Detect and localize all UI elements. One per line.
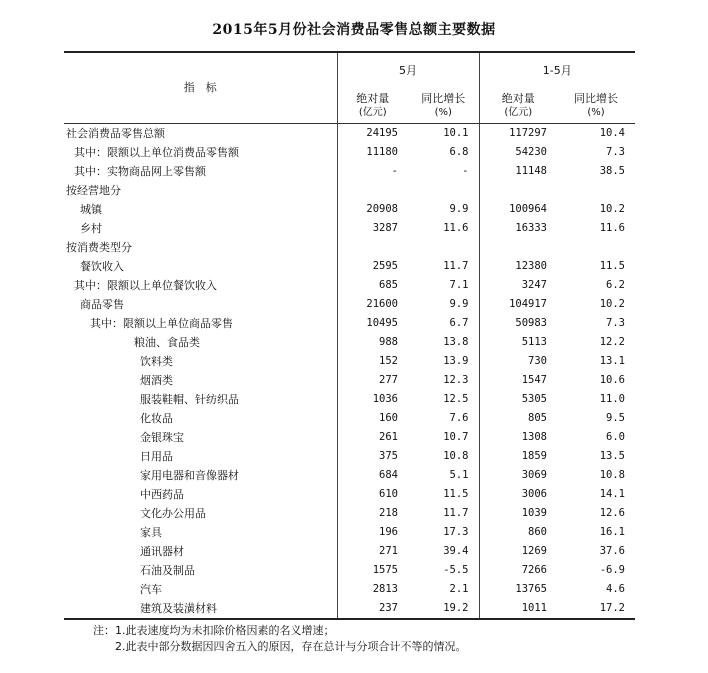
row-label: 文化办公用品 — [140, 507, 206, 520]
row-label: 其中：实物商品网上零售额 — [74, 165, 206, 178]
table-row — [64, 504, 635, 523]
cell-ytd-yoy: 10.2 — [599, 203, 625, 215]
absolute-unit: (亿元) — [358, 107, 387, 118]
cell-may-abs: 685 — [337, 276, 408, 295]
header-period-jan-may: 1-5月 — [479, 52, 635, 89]
cell-may-abs: 261 — [337, 428, 408, 447]
cell-may-yoy: 11.6 — [443, 222, 469, 234]
header-may-absolute — [337, 89, 408, 124]
cell-may-abs: 2813 — [337, 580, 408, 599]
table-row — [64, 447, 635, 466]
cell-ytd-abs: 1547 — [479, 371, 557, 390]
cell-may-yoy: 11.7 — [443, 507, 469, 519]
cell-may-yoy: -5.5 — [443, 564, 469, 576]
cell-may-abs: - — [337, 162, 408, 181]
cell-ytd-yoy: 10.4 — [599, 127, 625, 139]
cell-may-abs: 218 — [337, 504, 408, 523]
cell-ytd-yoy: 11.6 — [599, 222, 625, 234]
cell-may-abs: 10495 — [337, 314, 408, 333]
footnote-lead: 注： — [93, 624, 115, 637]
row-label: 社会消费品零售总额 — [66, 127, 165, 140]
cell-ytd-abs: 1859 — [479, 447, 557, 466]
cell-ytd-abs: 54230 — [479, 143, 557, 162]
table-row — [64, 371, 635, 390]
table-row — [64, 200, 635, 219]
table-row — [64, 390, 635, 409]
cell-may-yoy: 13.8 — [443, 336, 469, 348]
cell-may-abs: 1575 — [337, 561, 408, 580]
row-label: 城镇 — [80, 203, 102, 216]
table-row — [64, 295, 635, 314]
cell-may-abs: 11180 — [337, 143, 408, 162]
row-label: 乡村 — [80, 222, 102, 235]
cell-ytd-abs: 1269 — [479, 542, 557, 561]
cell-ytd-yoy: 17.2 — [557, 599, 635, 619]
table-row — [64, 409, 635, 428]
table-row — [64, 542, 635, 561]
cell-ytd-yoy: 6.2 — [606, 279, 625, 291]
cell-ytd-abs: 50983 — [479, 314, 557, 333]
cell-may-yoy: 7.1 — [449, 279, 469, 291]
table-row — [64, 428, 635, 447]
cell-ytd-yoy: 38.5 — [599, 165, 625, 177]
header-may-growth — [408, 89, 479, 124]
cell-ytd-abs: 1039 — [479, 504, 557, 523]
cell-may-yoy: - — [462, 165, 469, 177]
cell-ytd-yoy: 7.3 — [606, 317, 625, 329]
cell-may-yoy: 12.3 — [443, 374, 469, 386]
row-label: 其中：限额以上单位商品零售 — [90, 317, 233, 330]
table-row — [64, 523, 635, 542]
row-label: 金银珠宝 — [140, 431, 184, 444]
growth-unit: (%) — [434, 107, 452, 118]
cell-ytd-abs: 1011 — [479, 599, 557, 619]
row-label: 烟酒类 — [140, 374, 173, 387]
cell-may-yoy: 7.6 — [449, 412, 469, 424]
row-label: 日用品 — [140, 450, 173, 463]
cell-may-abs: 988 — [337, 333, 408, 352]
cell-may-abs: 610 — [337, 485, 408, 504]
cell-may-yoy: 10.8 — [443, 450, 469, 462]
cell-may-abs: 375 — [337, 447, 408, 466]
table-row — [64, 599, 635, 619]
cell-ytd-yoy: 12.2 — [599, 336, 625, 348]
cell-ytd-abs: 730 — [479, 352, 557, 371]
absolute-label: 绝对量 — [501, 92, 535, 105]
table-row — [64, 485, 635, 504]
cell-ytd-yoy: 13.5 — [599, 450, 625, 462]
growth-unit: (%) — [587, 107, 605, 118]
cell-may-yoy: 10.7 — [443, 431, 469, 443]
cell-may-abs: 1036 — [337, 390, 408, 409]
footnote-2 — [93, 639, 467, 655]
table-body — [64, 124, 635, 620]
cell-ytd-yoy: 16.1 — [599, 526, 625, 538]
cell-may-yoy — [408, 181, 479, 200]
row-label: 其中：限额以上单位消费品零售额 — [74, 146, 239, 159]
cell-may-abs: 21600 — [337, 295, 408, 314]
cell-may-abs: 196 — [337, 523, 408, 542]
row-label: 餐饮收入 — [80, 260, 124, 273]
row-label: 汽车 — [140, 583, 162, 596]
header-period-may: 5月 — [337, 52, 479, 89]
cell-ytd-yoy: 7.3 — [606, 146, 625, 158]
footnote-text: 1.此表速度均为未扣除价格因素的名义增速； — [115, 624, 335, 637]
cell-may-yoy: 5.1 — [449, 469, 469, 481]
cell-ytd-abs — [479, 181, 557, 200]
cell-may-yoy: 39.4 — [443, 545, 469, 557]
cell-ytd-abs: 5113 — [479, 333, 557, 352]
cell-may-abs: 271 — [337, 542, 408, 561]
cell-ytd-yoy: 13.1 — [599, 355, 625, 367]
cell-ytd-abs: 104917 — [479, 295, 557, 314]
table-row — [64, 352, 635, 371]
table-row — [64, 124, 635, 144]
cell-ytd-abs: 100964 — [479, 200, 557, 219]
cell-ytd-abs: 117297 — [479, 124, 557, 144]
cell-ytd-yoy: 10.6 — [599, 374, 625, 386]
row-label: 按消费类型分 — [66, 241, 132, 254]
cell-ytd-abs: 3006 — [479, 485, 557, 504]
table-row — [64, 276, 635, 295]
cell-ytd-abs: 7266 — [479, 561, 557, 580]
cell-ytd-abs: 5305 — [479, 390, 557, 409]
table-row — [64, 143, 635, 162]
table-row — [64, 580, 635, 599]
cell-ytd-yoy — [557, 238, 635, 257]
cell-ytd-yoy: 11.5 — [599, 260, 625, 272]
cell-ytd-abs: 1308 — [479, 428, 557, 447]
footnotes — [93, 623, 467, 655]
cell-may-abs: 237 — [337, 599, 408, 619]
cell-ytd-abs: 11148 — [479, 162, 557, 181]
cell-ytd-abs: 16333 — [479, 219, 557, 238]
row-label: 服装鞋帽、针纺织品 — [140, 393, 239, 406]
cell-ytd-yoy: 4.6 — [606, 583, 625, 595]
cell-ytd-abs: 3247 — [479, 276, 557, 295]
cell-may-abs: 20908 — [337, 200, 408, 219]
cell-may-abs: 24195 — [337, 124, 408, 144]
cell-may-abs: 3287 — [337, 219, 408, 238]
cell-may-abs: 2595 — [337, 257, 408, 276]
row-label: 粮油、食品类 — [134, 336, 200, 349]
footnote-text: 2.此表中部分数据因四舍五入的原因，存在总计与分项合计不等的情况。 — [115, 640, 467, 653]
cell-may-abs: 684 — [337, 466, 408, 485]
cell-may-yoy: 9.9 — [449, 203, 469, 215]
row-label: 商品零售 — [80, 298, 124, 311]
table-row — [64, 238, 635, 257]
cell-may-yoy: 6.7 — [449, 317, 469, 329]
cell-may-yoy: 13.9 — [443, 355, 469, 367]
table-row — [64, 314, 635, 333]
row-label: 饮料类 — [140, 355, 173, 368]
cell-may-abs: 160 — [337, 409, 408, 428]
cell-ytd-abs: 3069 — [479, 466, 557, 485]
cell-ytd-abs: 860 — [479, 523, 557, 542]
table-row — [64, 333, 635, 352]
cell-ytd-abs — [479, 238, 557, 257]
cell-ytd-yoy: 14.1 — [599, 488, 625, 500]
table-row — [64, 181, 635, 200]
cell-may-yoy: 10.1 — [443, 127, 469, 139]
cell-may-abs — [337, 238, 408, 257]
growth-label: 同比增长 — [574, 92, 618, 105]
row-label: 通讯器材 — [140, 545, 184, 558]
row-label: 中西药品 — [140, 488, 184, 501]
cell-may-yoy: 17.3 — [443, 526, 469, 538]
cell-may-yoy: 11.5 — [443, 488, 469, 500]
table-row — [64, 162, 635, 181]
cell-may-yoy: 12.5 — [443, 393, 469, 405]
cell-ytd-yoy: 9.5 — [606, 412, 625, 424]
cell-may-yoy: 11.7 — [443, 260, 469, 272]
row-label: 石油及制品 — [140, 564, 195, 577]
cell-may-abs: 152 — [337, 352, 408, 371]
cell-may-abs: 277 — [337, 371, 408, 390]
table-row — [64, 466, 635, 485]
cell-ytd-yoy — [557, 181, 635, 200]
cell-may-yoy — [408, 238, 479, 257]
cell-may-yoy: 6.8 — [449, 146, 469, 158]
cell-ytd-yoy: -6.9 — [599, 564, 625, 576]
cell-may-yoy: 2.1 — [449, 583, 469, 595]
page-title: 2015年5月份社会消费品零售总额主要数据 — [212, 22, 496, 38]
header-indicator: 指 标 — [64, 52, 337, 124]
table-row — [64, 257, 635, 276]
header-ytd-growth — [557, 89, 635, 124]
table-row — [64, 561, 635, 580]
cell-ytd-yoy: 10.2 — [599, 298, 625, 310]
row-label: 家用电器和音像器材 — [140, 469, 239, 482]
header-row-periods — [64, 52, 635, 89]
header-ytd-absolute — [479, 89, 557, 124]
cell-ytd-yoy: 11.0 — [599, 393, 625, 405]
cell-ytd-abs: 12380 — [479, 257, 557, 276]
row-label: 其中：限额以上单位餐饮收入 — [74, 279, 217, 292]
footnote-1 — [93, 623, 467, 639]
cell-ytd-yoy: 6.0 — [606, 431, 625, 443]
retail-sales-table — [64, 51, 635, 620]
absolute-unit: (亿元) — [504, 107, 533, 118]
cell-ytd-abs: 805 — [479, 409, 557, 428]
cell-may-yoy: 9.9 — [449, 298, 469, 310]
cell-may-abs — [337, 181, 408, 200]
row-label: 家具 — [140, 526, 162, 539]
cell-ytd-yoy: 10.8 — [599, 469, 625, 481]
cell-may-yoy: 19.2 — [408, 599, 479, 619]
row-label: 按经营地分 — [66, 184, 121, 197]
growth-label: 同比增长 — [421, 92, 466, 105]
absolute-label: 绝对量 — [356, 92, 390, 105]
cell-ytd-abs: 13765 — [479, 580, 557, 599]
cell-ytd-yoy: 12.6 — [599, 507, 625, 519]
table-row — [64, 219, 635, 238]
row-label: 建筑及装潢材料 — [64, 599, 337, 619]
row-label: 化妆品 — [140, 412, 173, 425]
cell-ytd-yoy: 37.6 — [599, 545, 625, 557]
